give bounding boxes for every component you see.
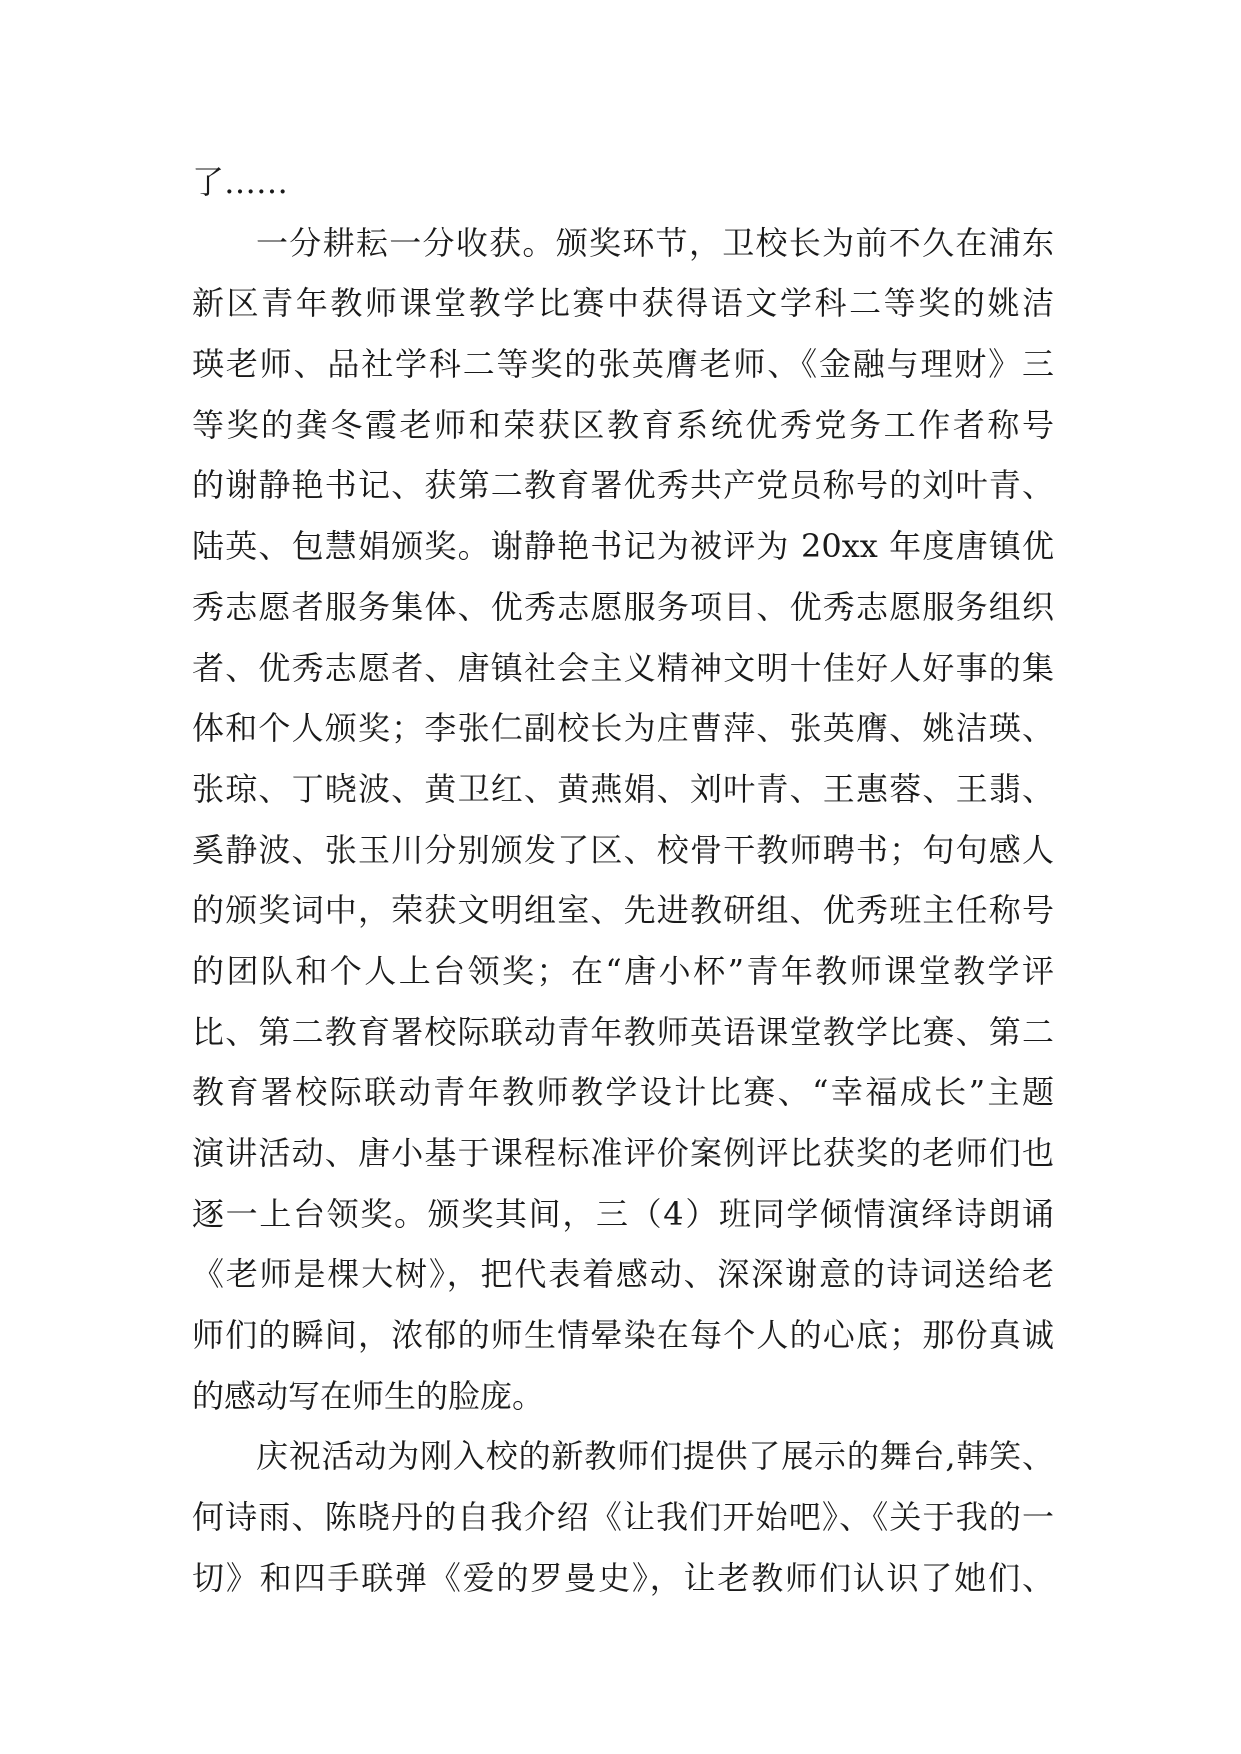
text-line: 庆祝活动为刚入校的新教师们提供了展示的舞台,韩笑、 [256,1437,1054,1476]
text-line: 教育署校际联动青年教师教学设计比赛、“幸福成长”主题 [192,1073,1054,1112]
text-line: 张琼、丁晓波、黄卫红、黄燕娟、刘叶青、王惠蓉、王翡、 [192,769,1054,808]
text-line: 演讲活动、唐小基于课程标准评价案例评比获奖的老师们也 [192,1134,1054,1172]
text-line: 师们的瞬间，浓郁的师生情晕染在每个人的心底；那份真诚 [192,1316,1054,1355]
text-line: 瑛老师、品社学科二等奖的张英膺老师、《金融与理财》三 [192,345,1054,384]
text-line: 一分耕耘一分收获。颁奖环节，卫校长为前不久在浦东 [256,223,1054,262]
text-line: 了…… [192,163,289,201]
text-line: 逐一上台领奖。颁奖其间，三（4）班同学倾情演绎诗朗诵 [192,1194,1054,1233]
text-line: 的感动写在师生的脸庞。 [192,1376,545,1415]
text-line: 的谢静艳书记、获第二教育署优秀共产党员称号的刘叶青、 [192,466,1054,505]
text-line: 《老师是棵大树》，把代表着感动、深深谢意的诗词送给老 [192,1255,1054,1294]
text-line: 比、第二教育署校际联动青年教师英语课堂教学比赛、第二 [192,1012,1054,1051]
text-line: 体和个人颁奖；李张仁副校长为庄曹萍、张英膺、姚洁瑛、 [192,709,1054,748]
text-line: 奚静波、张玉川分别颁发了区、校骨干教师聘书；句句感人 [192,830,1054,869]
text-line: 秀志愿者服务集体、优秀志愿服务项目、优秀志愿服务组织 [192,587,1054,626]
text-line: 等奖的龚冬霞老师和荣获区教育系统优秀党务工作者称号 [192,405,1054,444]
text-line: 何诗雨、陈晓丹的自我介绍《让我们开始吧》、《关于我的一 [192,1498,1054,1537]
text-line: 陆英、包慧娟颁奖。谢静艳书记为被评为 20xx 年度唐镇优 [192,527,1054,566]
document-body [192,152,1054,1609]
text-line: 的颁奖词中，荣获文明组室、先进教研组、优秀班主任称号 [192,891,1054,930]
text-line: 者、优秀志愿者、唐镇社会主义精神文明十佳好人好事的集 [192,648,1054,687]
text-line: 的团队和个人上台领奖；在“唐小杯”青年教师课堂教学评 [192,951,1054,990]
text-line: 切》和四手联弹《爱的罗曼史》，让老教师们认识了她们、 [192,1558,1054,1597]
text-line: 新区青年教师课堂教学比赛中获得语文学科二等奖的姚洁 [192,284,1054,323]
